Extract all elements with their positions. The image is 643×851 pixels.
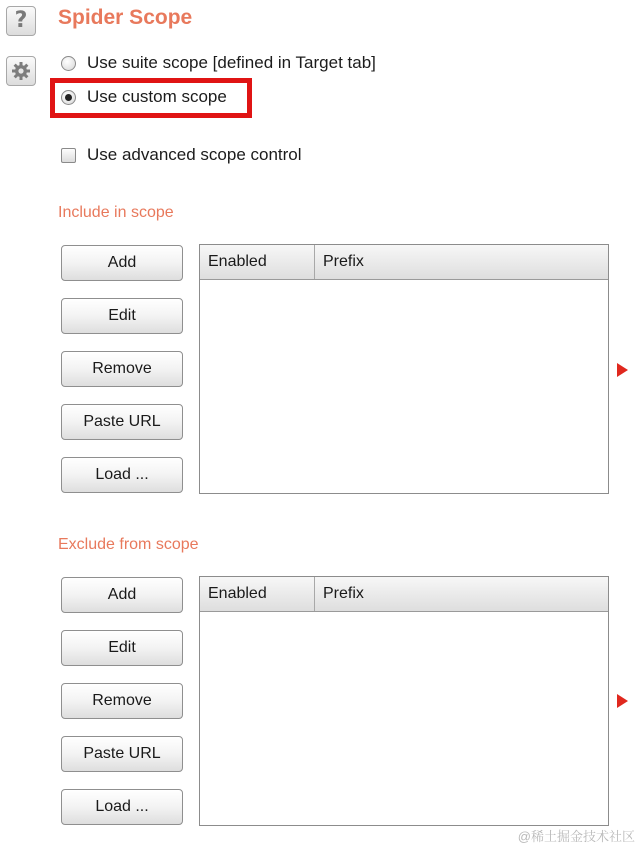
column-header-enabled[interactable]: Enabled	[200, 245, 315, 279]
radio-button-unselected[interactable]	[61, 56, 76, 71]
suite-scope-label: Use suite scope [defined in Target tab]	[87, 53, 376, 72]
include-section-heading: Include in scope	[58, 204, 174, 221]
exclude-edit-button[interactable]: Edit	[61, 630, 183, 666]
column-header-prefix[interactable]: Prefix	[323, 253, 364, 270]
column-header-prefix[interactable]: Prefix	[323, 585, 364, 602]
column-header-enabled[interactable]: Enabled	[200, 577, 315, 611]
custom-scope-label: Use custom scope	[87, 87, 227, 106]
expand-arrow-icon[interactable]	[617, 363, 628, 377]
expand-arrow-icon[interactable]	[617, 694, 628, 708]
custom-scope-highlight-box	[50, 78, 252, 118]
exclude-section-heading: Exclude from scope	[58, 536, 199, 553]
include-load-button[interactable]: Load ...	[61, 457, 183, 493]
include-edit-button[interactable]: Edit	[61, 298, 183, 334]
watermark: @稀土掘金技术社区	[517, 829, 635, 844]
checkbox-unchecked[interactable]	[61, 148, 76, 163]
advanced-scope-label: Use advanced scope control	[87, 145, 302, 164]
table-header	[200, 245, 608, 280]
table-header	[200, 577, 608, 612]
include-paste-url-button[interactable]: Paste URL	[61, 404, 183, 440]
help-icon[interactable]	[6, 6, 36, 36]
include-add-button[interactable]: Add	[61, 245, 183, 281]
exclude-remove-button[interactable]: Remove	[61, 683, 183, 719]
gear-glyph	[11, 61, 31, 81]
panel-title: Spider Scope	[58, 6, 193, 29]
gear-icon[interactable]	[6, 56, 36, 86]
include-scope-table[interactable]	[199, 244, 609, 494]
advanced-scope-checkbox[interactable]	[61, 145, 302, 165]
suite-scope-radio[interactable]	[61, 53, 376, 73]
exclude-scope-table[interactable]	[199, 576, 609, 826]
exclude-load-button[interactable]: Load ...	[61, 789, 183, 825]
include-remove-button[interactable]: Remove	[61, 351, 183, 387]
question-mark-glyph: ?	[14, 8, 28, 33]
exclude-add-button[interactable]: Add	[61, 577, 183, 613]
exclude-paste-url-button[interactable]: Paste URL	[61, 736, 183, 772]
